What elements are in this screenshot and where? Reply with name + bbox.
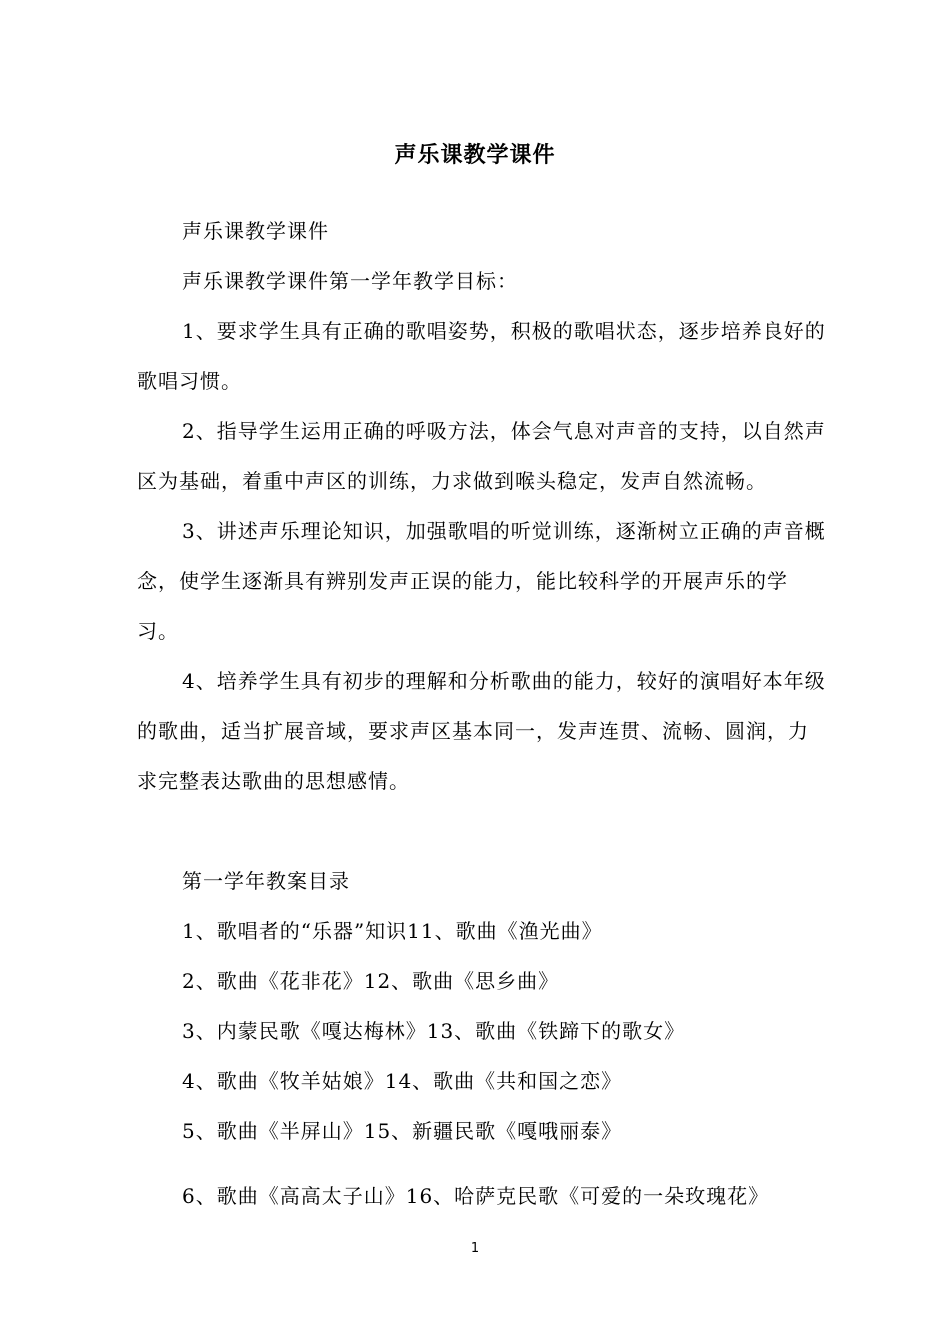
paragraph-goals-heading: 声乐课教学课件第一学年教学目标： (182, 269, 518, 293)
paragraph-goal-3: 3、讲述声乐理论知识，加强歌唱的听觉训练，逐渐树立正确的声音概念，使学生逐渐具有辨别发声正误的能力，能比较科学的开展声乐的学习。 (137, 519, 826, 643)
paragraph-goal-2: 2、指导学生运用正确的呼吸方法，体会气息对声音的支持，以自然声区为基础，着重中声区的训练，力求做到喉头稳定，发声自然流畅。 (137, 419, 826, 493)
catalog-item: 4、歌曲《牧羊姑娘》14、歌曲《共和国之恋》 (182, 1069, 623, 1093)
catalog-item: 1、歌唱者的“乐器”知识11、歌曲《渔光曲》 (182, 919, 603, 943)
catalog-item: 3、内蒙民歌《嘎达梅林》13、歌曲《铁蹄下的歌女》 (182, 1019, 686, 1043)
catalog-heading: 第一学年教案目录 (182, 869, 350, 893)
paragraph-subtitle: 声乐课教学课件 (182, 219, 329, 243)
catalog-item: 5、歌曲《半屏山》15、新疆民歌《嘎哦丽泰》 (182, 1119, 623, 1143)
document-body (137, 206, 827, 806)
catalog-item: 6、歌曲《高高太子山》16、哈萨克民歌《可爱的一朵玫瑰花》 (182, 1184, 770, 1208)
document-title: 声乐课教学课件 (394, 143, 556, 168)
paragraph-goal-4: 4、培养学生具有初步的理解和分析歌曲的能力，较好的演唱好本年级的歌曲，适当扩展音域，要求声区基本同一，发声连贯、流畅、圆润，力求完整表达歌曲的思想感情。 (137, 669, 826, 793)
catalog-item: 2、歌曲《花非花》12、歌曲《思乡曲》 (182, 969, 560, 993)
catalog-list (137, 856, 827, 1156)
page-number: 1 (470, 1241, 480, 1256)
paragraph-goal-1: 1、要求学生具有正确的歌唱姿势，积极的歌唱状态，逐步培养良好的歌唱习惯。 (137, 319, 826, 393)
